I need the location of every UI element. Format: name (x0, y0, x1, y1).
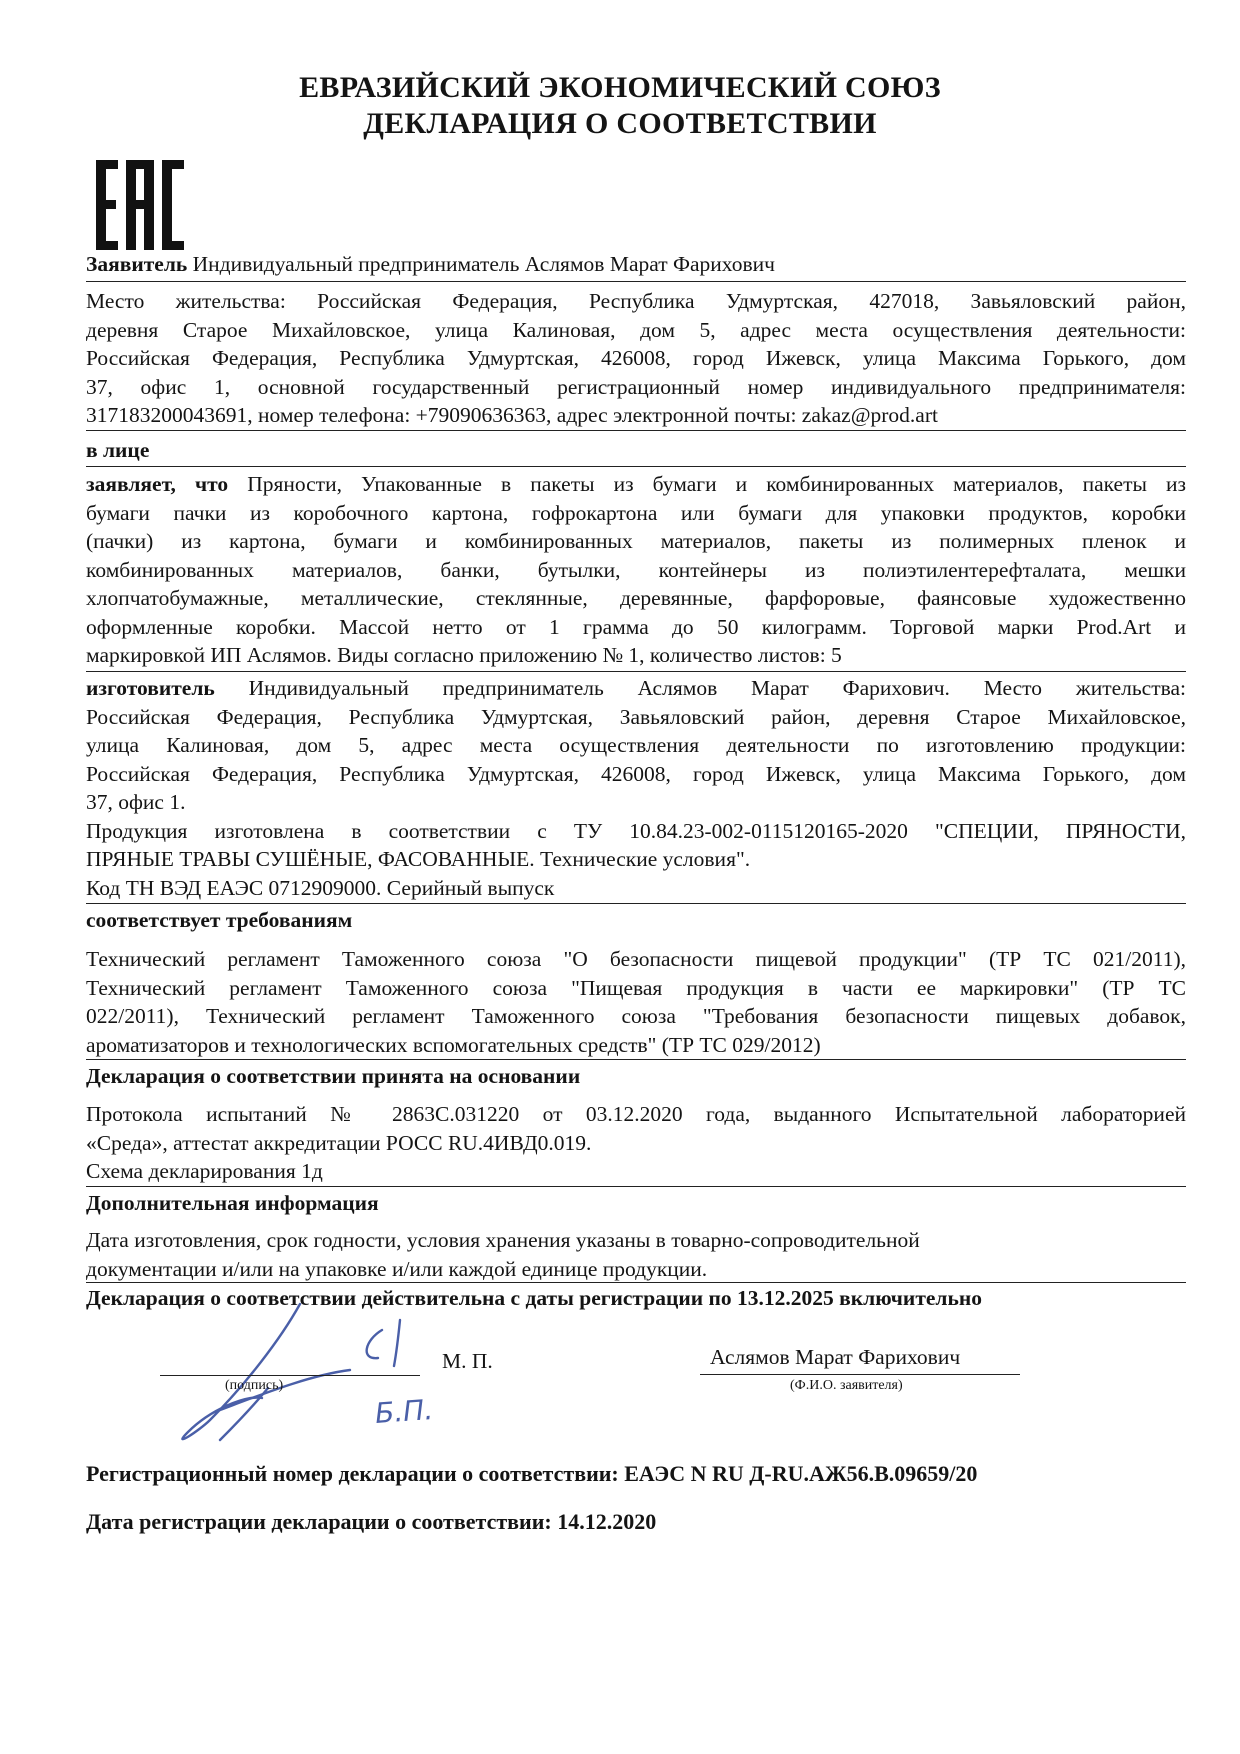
registration-number: Регистрационный номер декларации о соответствии: ЕАЭС N RU Д-RU.АЖ56.В.09659/20 (86, 1461, 978, 1486)
declares-line: комбинированных материалов, банки, бутылки, контейнеры из полиэтилентерефталата, мешки (86, 557, 1186, 582)
applicant-label: Заявитель (86, 252, 188, 276)
name-line (700, 1374, 1020, 1375)
basis-text (86, 1100, 1186, 1186)
union-title: ЕВРАЗИЙСКИЙ ЭКОНОМИЧЕСКИЙ СОЮЗ (299, 71, 941, 104)
basis-label: Декларация о соответствии принята на основании (86, 1064, 581, 1088)
complies-label: соответствует требованиям (86, 908, 353, 932)
additional-text (86, 1226, 1186, 1283)
regulation-line: ароматизаторов и технологических вспомогательных средств" (ТР ТС 029/2012) (86, 1032, 821, 1057)
regulation-line: Технический регламент Таможенного союза "Пищевая продукция в части ее маркировки" (ТР ТС (86, 975, 1186, 1000)
declares-line: (пачки) из картона, бумаги и комбинированных материалов, пакеты из полимерных пленок и (86, 529, 1186, 553)
manufacturer-section (86, 674, 1186, 902)
handwritten-note: Б.П. (373, 1393, 435, 1430)
declares-label: заявляет, что (86, 472, 229, 496)
document-title: ДЕКЛАРАЦИЯ О СООТВЕТСТВИИ (363, 107, 877, 140)
basis-line: «Среда», аттестат аккредитации РОСС RU.4ИВД0.019. (86, 1130, 592, 1155)
manufacturer-label: изготовитель (86, 676, 215, 700)
additional-section (86, 1189, 1186, 1218)
basis-line: Протокола испытаний № 2863С.031220 от 03.12.2020 года, выданного Испытательной лабораторией (86, 1102, 1186, 1126)
eac-logo (96, 160, 184, 250)
address-line: 317183200043691, номер телефона: +79090636363, адрес электронной почты: zakaz@prod.art (86, 403, 938, 427)
registration-date: Дата регистрации декларации о соответствии: 14.12.2020 (86, 1509, 657, 1534)
address-line: Место жительства: Российская Федерация, Республика Удмуртская, 427018, Завьяловский район, (86, 289, 1186, 313)
divider (86, 903, 1186, 904)
standard-line: Продукция изготовлена в соответствии с ТУ 10.84.23-002-0115120165-2020 "СПЕЦИИ, ПРЯНОСТИ, (86, 818, 1186, 843)
address-line: Российская Федерация, Республика Удмуртская, 426008, город Ижевск, улица Максима Горького, дом (86, 346, 1186, 370)
applicant-row (86, 250, 1186, 279)
address-line: 37, офис 1, основной государственный регистрационный номер индивидуального предпринимателя: (86, 374, 1186, 399)
manufacturer-line: 37, офис 1. (86, 790, 186, 814)
complies-section (86, 906, 1186, 935)
manufacturer-line: Российская Федерация, Республика Удмуртская, Завьяловский район, деревня Старое Михайловское, (86, 704, 1186, 729)
additional-line: документации и/или на упаковке и/или каждой единице продукции. (86, 1256, 708, 1281)
signature-caption: (подпись) (225, 1378, 284, 1393)
divider (86, 430, 1186, 431)
declares-section (86, 470, 1186, 670)
declares-line: бумаги пачки из коробочного картона, гофрокартона или бумаги для упаковки продуктов, коробки (86, 500, 1186, 525)
divider (86, 1282, 1186, 1283)
manufacturer-line: Российская Федерация, Республика Удмуртская, 426008, город Ижевск, улица Максима Горького, дом (86, 761, 1186, 786)
represented-by-row (86, 436, 1186, 465)
name-caption: (Ф.И.О. заявителя) (790, 1378, 903, 1393)
address-line: деревня Старое Михайловское, улица Калиновая, дом 5, адрес места осуществления деятельности: (86, 317, 1186, 342)
regulation-line: 022/2011), Технический регламент Таможенного союза "Требования безопасности пищевых добавок, (86, 1004, 1186, 1028)
divider (86, 466, 1186, 467)
additional-label: Дополнительная информация (86, 1191, 379, 1215)
standard-line: ПРЯНЫЕ ТРАВЫ СУШЁНЫЕ, ФАСОВАННЫЕ. Технические условия". (86, 847, 751, 871)
declares-text: Пряности, Упакованные в пакеты из бумаги и комбинированных материалов, пакеты из (247, 472, 1186, 496)
scheme-line: Схема декларирования 1д (86, 1159, 323, 1183)
tnved-code-line: Код ТН ВЭД ЕАЭС 0712909000. Серийный выпуск (86, 875, 555, 900)
declares-line: оформленные коробки. Массой нетто от 1 грамма до 50 килограмм. Торговой марки Prod.Art и (86, 614, 1186, 639)
manufacturer-text: Индивидуальный предприниматель Аслямов Марат Фарихович. Место жительства: (248, 676, 1186, 700)
applicant-address (86, 287, 1186, 430)
basis-section (86, 1062, 1186, 1091)
manufacturer-line: улица Калиновая, дом 5, адрес места осуществления деятельности по изготовлению продукции: (86, 733, 1186, 757)
additional-line: Дата изготовления, срок годности, условия хранения указаны в товарно-сопроводительной (86, 1228, 920, 1252)
signature-line (160, 1375, 420, 1376)
seal-label: М. П. (442, 1349, 493, 1373)
complies-list (86, 945, 1186, 1059)
regulation-line: Технический регламент Таможенного союза "О безопасности пищевой продукции" (ТР ТС 021/2011), (86, 947, 1186, 971)
validity-text: Декларация о соответствии действительна с даты регистрации по 13.12.2025 включительно (86, 1286, 982, 1310)
declares-line: хлопчатобумажные, металлические, стеклянные, деревянные, фарфоровые, фаянсовые художественно (86, 586, 1186, 610)
applicant-value: Индивидуальный предприниматель Аслямов Марат Фарихович (192, 252, 775, 276)
divider (86, 1059, 1186, 1060)
represented-by-label: в лице (86, 438, 150, 462)
divider (86, 281, 1186, 282)
divider (86, 1186, 1186, 1187)
divider (86, 671, 1186, 672)
applicant-name-signed: Аслямов Марат Фарихович (710, 1345, 961, 1369)
declares-line: маркировкой ИП Аслямов. Виды согласно приложению № 1, количество листов: 5 (86, 643, 842, 667)
